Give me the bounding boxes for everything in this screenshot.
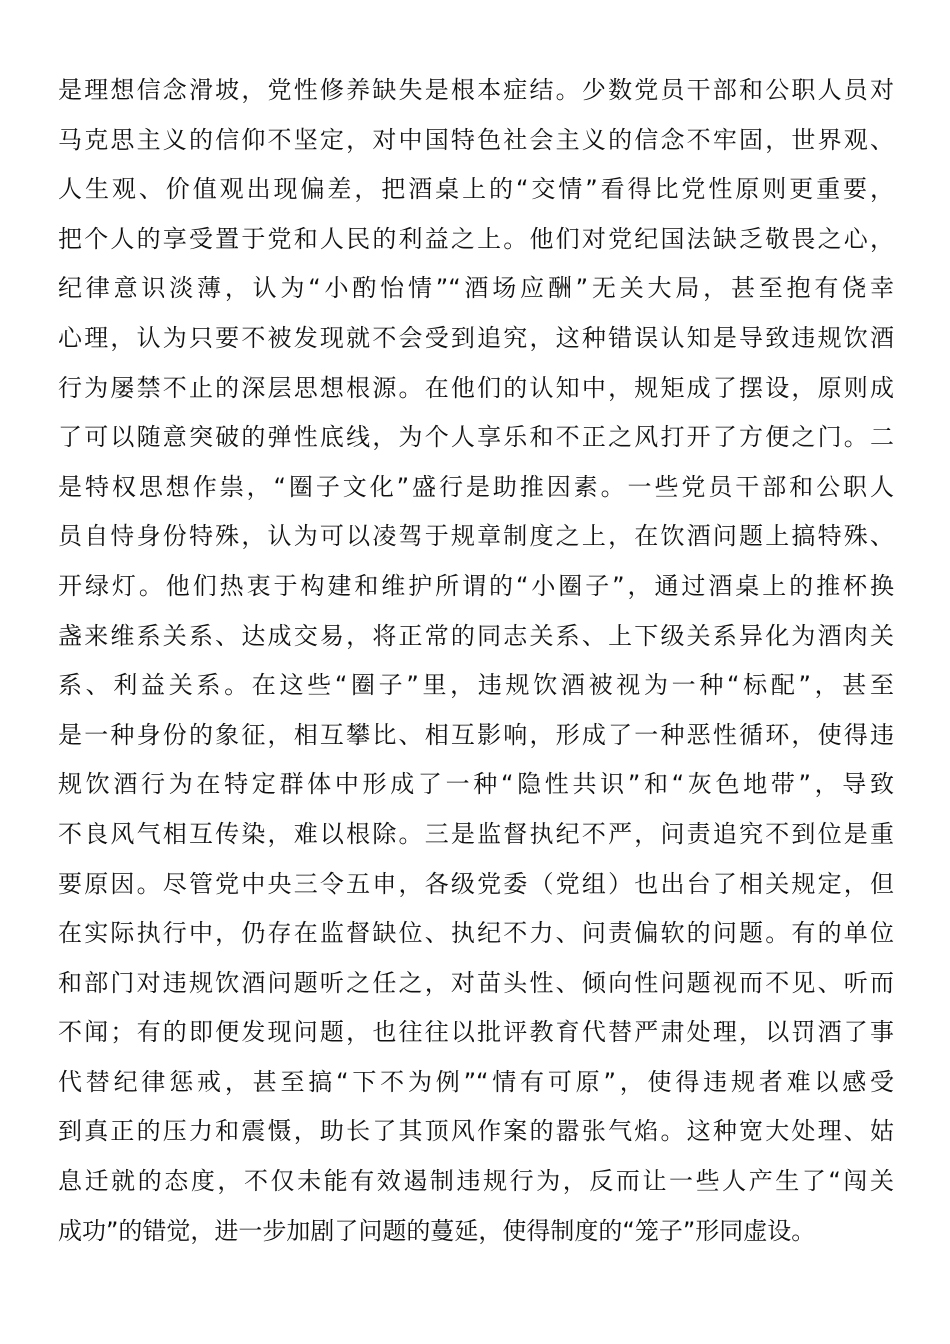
text-line: 心理，认为只要不被发现就不会受到追究，这种错误认知是导致违规饮酒 [58, 323, 894, 352]
text-line: 息迁就的态度，不仅未能有效遏制违规行为，反而让一些人产生了“闯关 [58, 1167, 894, 1196]
text-line: 到真正的压力和震慑，助长了其顶风作案的嚣张气焰。这种宽大处理、姑 [58, 1117, 894, 1146]
text-line: 不良风气相互传染，难以根除。三是监督执纪不严，问责追究不到位是重 [58, 819, 894, 848]
text-line: 是理想信念滑坡，党性修养缺失是根本症结。少数党员干部和公职人员对 [58, 76, 894, 104]
text-line: 人生观、价值观出现偏差，把酒桌上的“交情”看得比党性原则更重要， [58, 175, 894, 204]
text-line: 了可以随意突破的弹性底线，为个人享乐和不正之风打开了方便之门。二 [58, 423, 894, 452]
text-line: 要原因。尽管党中央三令五申，各级党委（党组）也出台了相关规定，但 [58, 869, 894, 898]
text-line: 开绿灯。他们热衷于构建和维护所谓的“小圈子”，通过酒桌上的推杯换 [58, 571, 894, 600]
text-line: 马克思主义的信仰不坚定，对中国特色社会主义的信念不牢固，世界观、 [58, 125, 894, 154]
text-line: 盏来维系关系、达成交易，将正常的同志关系、上下级关系异化为酒肉关 [58, 621, 894, 650]
text-line: 行为屡禁不止的深层思想根源。在他们的认知中，规矩成了摆设，原则成 [58, 373, 894, 402]
text-line: 不闻；有的即便发现问题，也往往以批评教育代替严肃处理，以罚酒了事 [58, 1018, 894, 1047]
text-line: 系、利益关系。在这些“圈子”里，违规饮酒被视为一种“标配”，甚至 [58, 671, 894, 700]
text-line: 把个人的享受置于党和人民的利益之上。他们对党纪国法缺乏敬畏之心， [58, 224, 894, 253]
text-line: 是特权思想作祟，“圈子文化”盛行是助推因素。一些党员干部和公职人 [58, 472, 894, 501]
text-line: 是一种身份的象征，相互攀比、相互影响，形成了一种恶性循环，使得违 [58, 720, 894, 749]
text-line: 成功”的错觉，进一步加剧了问题的蔓延，使得制度的“笼子”形同虚设。 [58, 1216, 816, 1245]
text-line: 员自恃身份特殊，认为可以凌驾于规章制度之上，在饮酒问题上搞特殊、 [58, 522, 894, 551]
body-paragraph [58, 66, 894, 1256]
text-line: 纪律意识淡薄，认为“小酌怡情”“酒场应酬”无关大局，甚至抱有侥幸 [58, 274, 894, 303]
text-line: 在实际执行中，仍存在监督缺位、执纪不力、问责偏软的问题。有的单位 [58, 919, 894, 948]
text-line: 代替纪律惩戒，甚至搞“下不为例”“情有可原”，使得违规者难以感受 [58, 1067, 894, 1096]
text-line: 规饮酒行为在特定群体中形成了一种“隐性共识”和“灰色地带”，导致 [58, 770, 894, 799]
text-line: 和部门对违规饮酒问题听之任之，对苗头性、倾向性问题视而不见、听而 [58, 968, 894, 997]
